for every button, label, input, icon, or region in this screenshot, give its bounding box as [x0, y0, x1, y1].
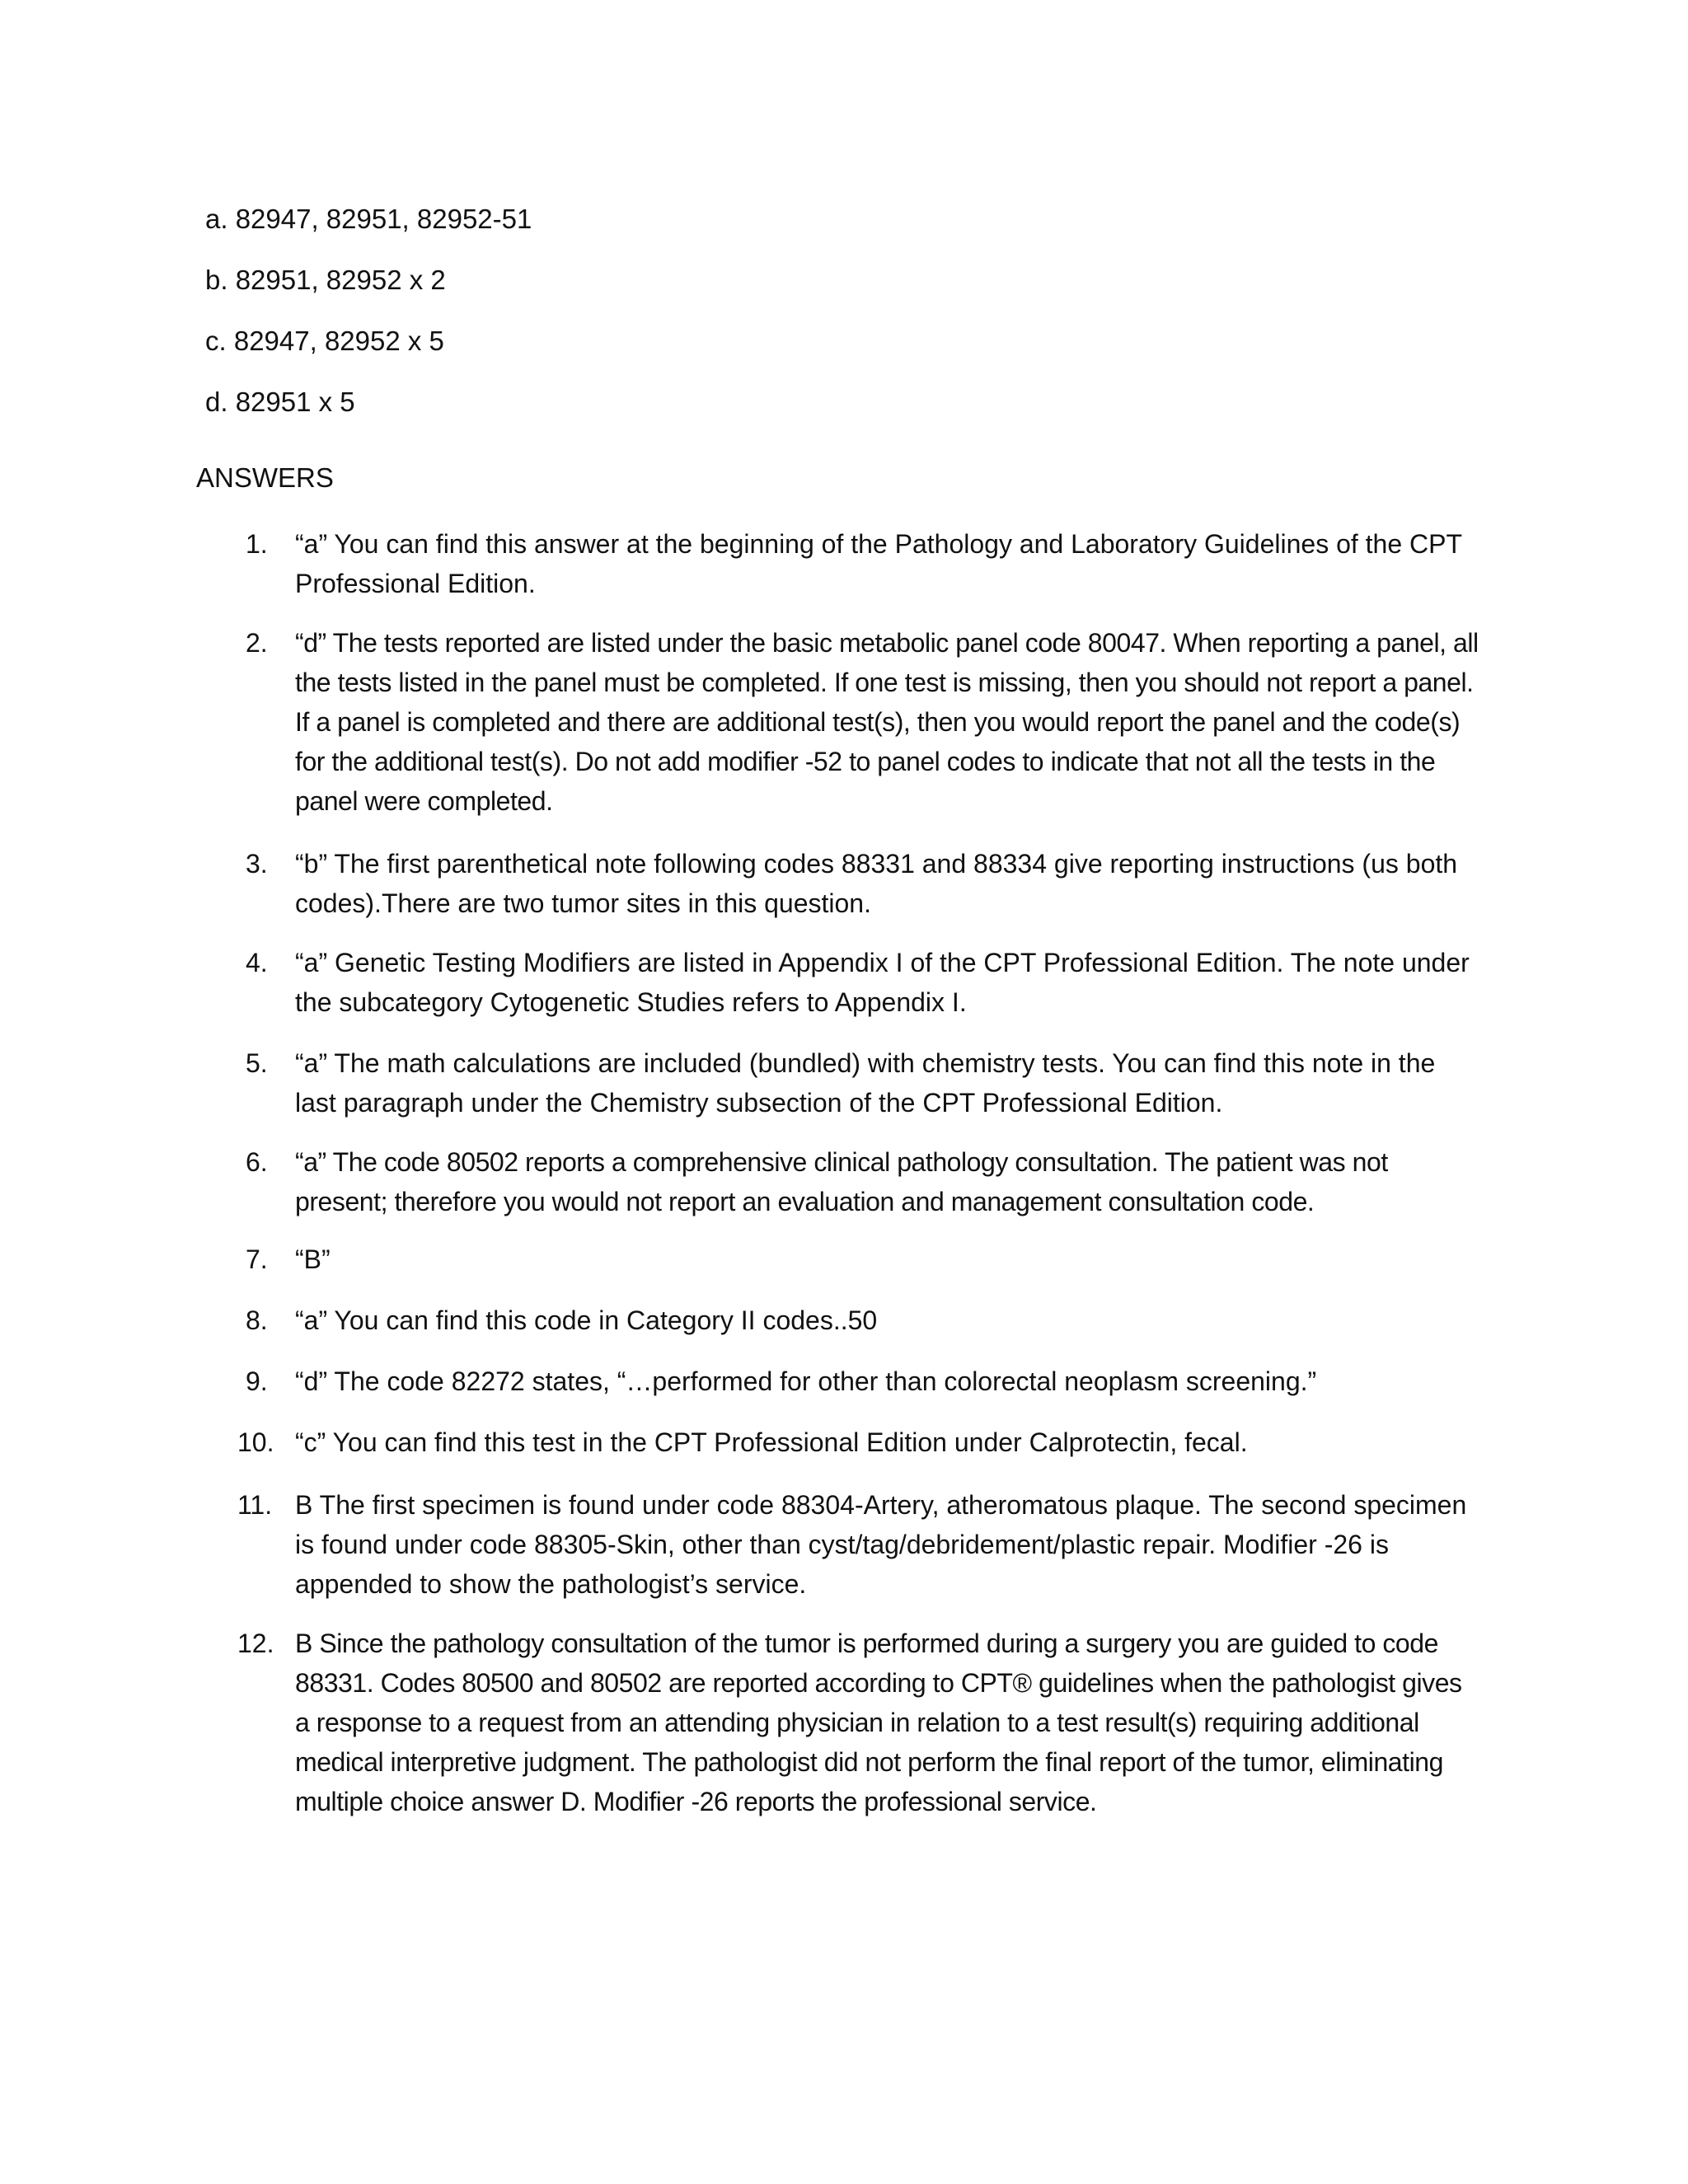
answer-number: 4. — [246, 948, 268, 977]
answer-text: “c” You can find this test in the CPT Professional Edition under Calprotectin, fecal. — [295, 1427, 1248, 1457]
choice-a: a. 82947, 82951, 82952-51 — [205, 204, 532, 234]
answer-number: 8. — [246, 1305, 268, 1335]
answer-number: 7. — [246, 1244, 268, 1274]
answer-text: B The first specimen is found under code 88304-Artery, atheromatous plaque. The second specimen is found under code 88305-Skin, other than cyst/tag/debridement/plastic repair. Modifier -26 is appended to show the pathologist’s service. — [295, 1490, 1467, 1599]
answer-number: 12. — [237, 1629, 274, 1658]
choice-d: d. 82951 x 5 — [205, 387, 355, 417]
answer-number: 1. — [246, 529, 268, 559]
answer-number: 6. — [246, 1147, 268, 1177]
answer-text: B Since the pathology consultation of the tumor is performed during a surgery you are guided to code 88331. Codes 80500 and 80502 are reported according to CPT® guidelines when the pathologist gives a response to a request from an attending physician in relation to a test result(s) requiring additional medical interpretive judgment. The pathologist did not perform the final report of the tumor, eliminating multiple choice answer D. Modifier -26 reports the professional service. — [295, 1629, 1462, 1816]
answers-heading: ANSWERS — [196, 462, 334, 493]
choice-c: c. 82947, 82952 x 5 — [205, 326, 444, 356]
answer-text: “d” The tests reported are listed under the basic metabolic panel code 80047. When reporting a panel, all the tests listed in the panel must be completed. If one test is missing, then you should not report a panel. If a panel is completed and there are additional test(s), then you would report the panel and the code(s) for the additional test(s). Do not add modifier -52 to panel codes to indicate that not all the tests in the panel were completed. — [295, 628, 1479, 816]
answer-text: “b” The first parenthetical note following codes 88331 and 88334 give reporting instructions (us both codes).There are two tumor sites in this question. — [295, 849, 1458, 918]
answer-number: 5. — [246, 1048, 268, 1078]
answer-text: “a” The math calculations are included (bundled) with chemistry tests. You can find this note in the last paragraph under the Chemistry subsection of the CPT Professional Edition. — [295, 1048, 1436, 1118]
answer-text: “a” The code 80502 reports a comprehensive clinical pathology consultation. The patient was not present; therefore you would not report an evaluation and management consultation code. — [295, 1147, 1388, 1216]
answer-text: “d” The code 82272 states, “…performed for other than colorectal neoplasm screening.” — [295, 1366, 1317, 1396]
choice-b: b. 82951, 82952 x 2 — [205, 265, 446, 295]
answer-number: 10. — [237, 1427, 274, 1457]
answer-text: “a” Genetic Testing Modifiers are listed in Appendix I of the CPT Professional Edition. The note under the subcategory Cytogenetic Studies refers to Appendix I. — [295, 948, 1470, 1017]
answer-number: 2. — [246, 628, 268, 658]
answer-text: “a” You can find this answer at the beginning of the Pathology and Laboratory Guidelines of the CPT Professional Edition. — [295, 529, 1462, 598]
answer-text: “B” — [295, 1244, 331, 1274]
answer-number: 3. — [246, 849, 268, 879]
answer-number: 11. — [237, 1490, 273, 1520]
answer-text: “a” You can find this code in Category II codes..50 — [295, 1305, 878, 1335]
answer-number: 9. — [246, 1366, 268, 1396]
multiple-choice-options — [205, 203, 532, 447]
